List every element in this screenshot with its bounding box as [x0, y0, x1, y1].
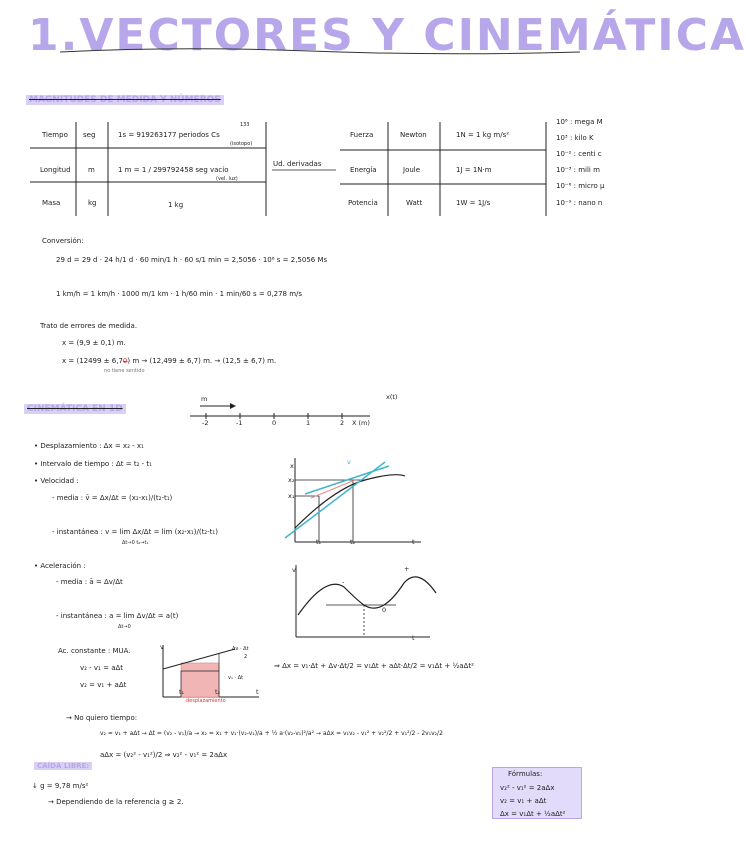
acc-media: - media : ā = Δv/Δt: [56, 578, 123, 586]
free-fall-g: ↓ g = 9,78 m/s²: [32, 782, 89, 790]
formula-1: v₂² - v₁² = 2aΔx: [500, 784, 555, 792]
derived-fuerza-def: 1N = 1 kg m/s²: [456, 131, 510, 139]
derived-underline: [272, 168, 336, 172]
derived-fuerza-unit: Newton: [400, 131, 427, 139]
mua-graph-v1-label: v₁ · Δt: [228, 675, 244, 681]
mua-result: ⇒ Δx = v₁·Δt + Δv·Δt/2 = v₁Δt + aΔt·Δt/2 = v₁Δt + ½aΔt²: [274, 662, 474, 670]
row-masa-mag: Masa: [42, 199, 61, 207]
axis-tick-2: 2: [340, 419, 345, 427]
kin-desplazamiento: • Desplazamiento : Δx = x₂ - x₁: [34, 442, 144, 450]
graph2-plus: +: [404, 565, 410, 573]
derived-energia-mag: Energía: [350, 166, 377, 174]
page-title: 1.VECTORES Y CINEMÁTICA: [28, 10, 746, 61]
mua-graph-v-label: v: [160, 643, 164, 651]
kin-vel-instantanea: - instantánea : v = lim Δx/Δt = lim (x₂-x₁)/(t₂-t₁): [52, 528, 218, 536]
formula-3: Δx = v₁Δt + ½aΔt²: [500, 810, 566, 818]
prefix-micro: 10⁻⁶ : micro μ: [556, 182, 605, 190]
errors-line-2-end: ) m → (12,499 ± 6,7) m. → (12,5 ± 6,7) m.: [127, 357, 277, 365]
kin-intervalo: • Intervalo de tiempo : Δt = t₂ - t₁: [34, 460, 152, 468]
mua-eq-2: v₂ = v₁ + aΔt: [80, 681, 127, 689]
kin-vel-media: - media : v̄ = Δx/Δt = (x₂-x₁)/(t₂-t₁): [52, 494, 173, 502]
velocity-time-graph: [286, 565, 436, 645]
position-axis: [180, 398, 380, 428]
axis-tick-0: 0: [272, 419, 277, 427]
axis-xt-label: x(t): [386, 393, 398, 401]
graph2-t-label: t: [412, 634, 415, 642]
prefix-nano: 10⁻⁹ : nano n: [556, 199, 603, 207]
errors-crossed-digit: 0: [122, 357, 128, 365]
prefix-mili: 10⁻³ : mili m: [556, 166, 600, 174]
graph1-x1-label: x₁: [288, 492, 295, 500]
axis-label-x: X (m): [352, 419, 370, 427]
kin-velocidad: • Velocidad :: [34, 477, 79, 485]
graph1-x-label: x: [290, 462, 294, 470]
graph1-t1-label: t₁: [316, 538, 322, 546]
row-longitud-def: 1 m = 1 / 299792458 seg vacío: [118, 166, 229, 174]
errors-label: Trato de errores de medida.: [40, 322, 138, 330]
axis-tick-1: 1: [306, 419, 311, 427]
axis-arrow-label: m: [201, 395, 208, 403]
acc-label: • Aceleración :: [34, 562, 86, 570]
mua-graph-t-label: t: [256, 688, 259, 696]
derived-label: Ud. derivadas: [273, 160, 322, 168]
no-time-line-2: aΔx = (v₂² - v₁²)/2 ⇒ v₂² - v₁² = 2aΔx: [100, 751, 228, 759]
mua-graph-dv2-label: 2: [244, 654, 248, 660]
mua-graph-t1-label: t₁: [179, 688, 185, 696]
errors-note: no tiene sentido: [104, 368, 145, 374]
conversion-label: Conversión:: [42, 237, 84, 245]
derived-potencia-mag: Potencia: [348, 199, 378, 207]
graph2-v-label: v: [292, 566, 296, 574]
mua-graph-dv-label: Δv · Δt: [232, 646, 249, 652]
mua-eq-1: v₂ - v₁ = aΔt: [80, 664, 124, 672]
prefix-mega: 10⁶ : mega M: [556, 118, 603, 126]
derived-potencia-unit: Watt: [406, 199, 423, 207]
row-longitud-unit: m: [88, 166, 95, 174]
derived-potencia-def: 1W = 1J/s: [456, 199, 491, 207]
formula-2: v₂ = v₁ + aΔt: [500, 797, 547, 805]
mua-graph-desp-label: desplazamiento: [186, 698, 226, 704]
row-tiempo-unit: seg: [83, 131, 96, 139]
errors-line-1: x = (9,9 ± 0,1) m.: [62, 339, 126, 347]
title-underline: [60, 40, 580, 60]
row-longitud-note: (vel. luz): [216, 176, 238, 182]
formulas-title: Fórmulas:: [508, 770, 543, 778]
section-heading-cinematica: CINEMÁTICA EN 1D: [24, 404, 126, 414]
prefix-centi: 10⁻² : centi c: [556, 150, 602, 158]
row-tiempo-note: (isotopo): [230, 141, 253, 147]
graph2-minus: -: [342, 578, 345, 586]
mua-graph-t2-label: t₂: [215, 688, 221, 696]
errors-line-2-start: x = (12499 ± 6,7: [62, 357, 123, 365]
row-tiempo-def: 1s = 919263177 periodos Cs: [118, 131, 220, 139]
axis-tick-m2: -2: [202, 419, 209, 427]
derived-energia-def: 1J = 1N·m: [456, 166, 492, 174]
no-time-line-1: v₂ = v₁ + aΔt → Δt = (v₂ - v₁)/a → x₂ = x₁ + v₁·(v₂-v₁)/a + ½ a·(v₂-v₁)²/a² → aΔx = v₁v₂ - v₁² + v₂²/2 + v₁²/2 - 2v₁v₂/2: [100, 730, 443, 737]
graph1-t2-label: t₂: [350, 538, 356, 546]
mua-label: Ac. constante : MUA.: [58, 647, 131, 655]
section-heading-magnitudes: MAGNITUDES DE MEDIDA Y NÚMEROS: [26, 95, 224, 105]
conversion-line-2: 1 km/h = 1 km/h · 1000 m/1 km · 1 h/60 min · 1 min/60 s = 0,278 m/s: [56, 290, 303, 298]
row-masa-def: 1 kg: [168, 201, 184, 209]
kin-vel-inst-sub: Δt→0 t₂→t₁: [122, 540, 149, 546]
graph1-t-label: t: [412, 538, 415, 546]
graph1-x2-label: x₂: [288, 476, 295, 484]
prefix-kilo: 10³ : kilo K: [556, 134, 594, 142]
row-longitud-mag: Longitud: [40, 166, 71, 174]
row-masa-unit: kg: [88, 199, 97, 207]
conversion-line-1: 29 d = 29 d · 24 h/1 d · 60 min/1 h · 60 s/1 min = 2,5056 · 10⁶ s = 2,5056 Ms: [56, 256, 328, 264]
graph2-zero: 0: [382, 606, 387, 614]
graph1-v-label: v: [347, 458, 351, 466]
mua-velocity-graph: [155, 645, 265, 705]
row-tiempo-mag: Tiempo: [42, 131, 68, 139]
position-time-graph: [285, 458, 425, 548]
derived-energia-unit: Joule: [403, 166, 421, 174]
free-fall-label: CAÍDA LIBRE:: [34, 762, 92, 770]
acc-inst-sub: Δt→0: [118, 624, 131, 630]
no-time-label: → No quiero tiempo:: [66, 714, 138, 722]
errors-line-2: [62, 357, 276, 365]
row-tiempo-exp: 133: [240, 122, 250, 128]
free-fall-note: → Dependiendo de la referencia g ≥ 2.: [48, 798, 184, 806]
acc-instantanea: - instantánea : a = lim Δv/Δt = a(t): [56, 612, 179, 620]
axis-tick-m1: -1: [236, 419, 243, 427]
derived-fuerza-mag: Fuerza: [350, 131, 374, 139]
